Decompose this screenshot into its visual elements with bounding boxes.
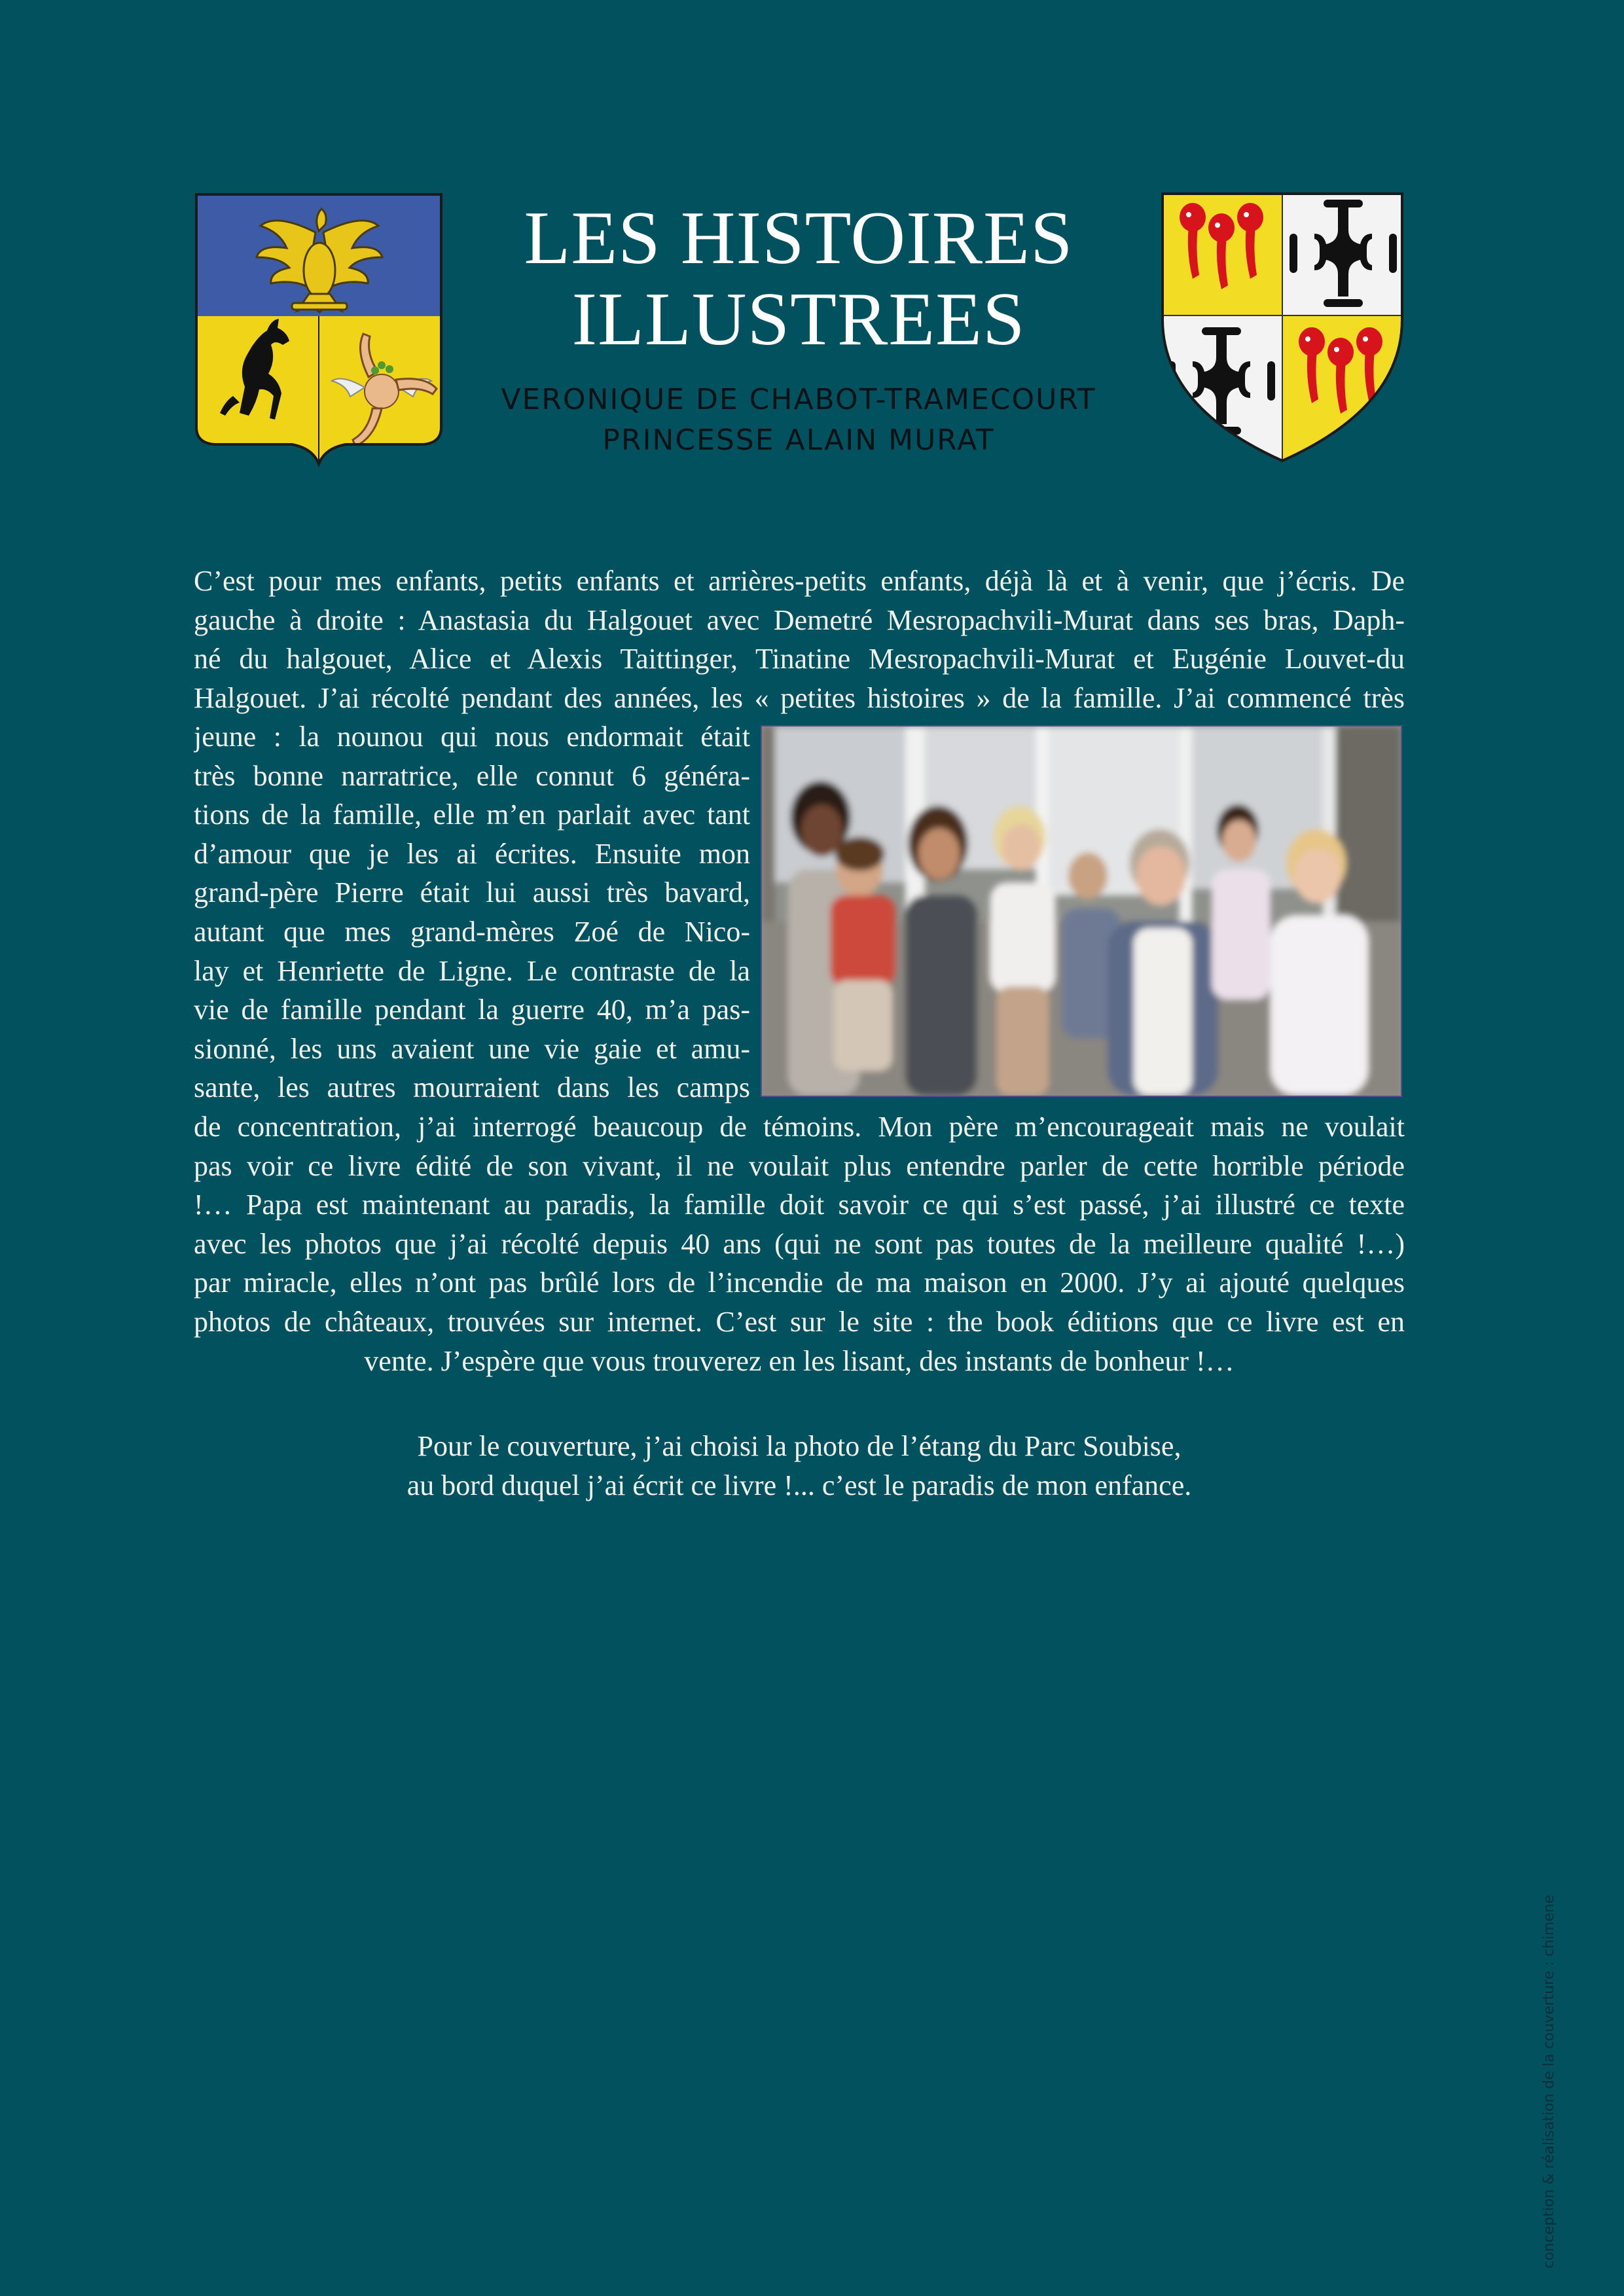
text-line: sionné, les uns avaient une vie gaie et amu-: [194, 1032, 750, 1065]
text-line: avec les photos que j’ai récolté depuis 40 ans (qui ne sont pas toutes de la meilleure qualité !…): [194, 1227, 1405, 1260]
author-title: PRINCESSE ALAIN MURAT: [602, 423, 995, 457]
text-line: d’amour que je les ai écrites. Ensuite mon: [194, 837, 750, 870]
text-line: né du halgouet, Alice et Alexis Taittinger, Tinatine Mesropachvili-Murat et Eugénie Louvet-du: [194, 643, 1405, 675]
text-line: de concentration, j’ai interrogé beaucoup de témoins. Mon père m’encourageait mais ne voulait: [194, 1111, 1405, 1143]
text-line: grand-père Pierre était lui aussi très bavard,: [194, 876, 750, 909]
family-photo: [761, 725, 1402, 1097]
text-line: vente. J’espère que vous trouverez en les lisant, des instants de bonheur !…: [364, 1344, 1235, 1377]
text-line: !… Papa est maintenant au paradis, la famille doit savoir ce qui s’est passé, j’ai illustré ce texte: [194, 1189, 1405, 1221]
cover-note-line-1: Pour le couverture, j’ai choisi la photo de l’étang du Parc Soubise,: [417, 1430, 1182, 1462]
intro-paragraph: [194, 562, 1405, 717]
text-line: par miracle, elles n’ont pas brûlé lors de l’incendie de ma maison en 2000. J’y ai ajouté quelques: [194, 1266, 1405, 1299]
text-line: sante, les autres mourraient dans les camps: [194, 1071, 750, 1104]
cover-credit: conception & réalisation de la couverture : chimene: [1541, 1894, 1557, 2269]
coat-of-arms-left-icon: [194, 192, 444, 467]
text-line: vie de famille pendant la guerre 40, m’a pas-: [194, 994, 750, 1026]
text-line: jeune : la nounou qui nous endormait était: [194, 721, 750, 753]
wrapped-paragraph: [194, 717, 750, 1107]
text-line: C’est pour mes enfants, petits enfants et arrières-petits enfants, déjà là et à venir, que j’écris. De: [194, 565, 1405, 597]
text-line: gauche à droite : Anastasia du Halgouet avec Demetré Mesropachvili-Murat dans ses bras, Daph-: [194, 603, 1405, 636]
cover-note-line-2: au bord duquel j’ai écrit ce livre !... c’est le paradis de mon enfance.: [406, 1469, 1192, 1501]
coat-of-arms-right-icon: [1160, 191, 1405, 463]
text-line: très bonne narratrice, elle connut 6 généra-: [194, 759, 750, 792]
text-line: lay et Henriette de Ligne. Le contraste de la: [194, 954, 750, 987]
book-title-line-1: LES HISTOIRES: [524, 196, 1074, 280]
text-line: autant que mes grand-mères Zoé de Nico-: [194, 915, 750, 948]
author-name: VERONIQUE DE CHABOT-TRAMECOURT: [501, 383, 1096, 416]
closing-paragraph: [194, 1107, 1405, 1380]
text-line: Halgouet. J’ai récolté pendant des années, les « petites histoires » de la famille. J’ai commencé très: [194, 681, 1405, 714]
text-line: pas voir ce livre édité de son vivant, il ne voulait plus entendre parler de cette horrible période: [194, 1149, 1405, 1182]
text-line: tions de la famille, elle m’en parlait avec tant: [194, 798, 750, 831]
book-title-line-2: ILLUSTREES: [571, 278, 1026, 361]
text-line: photos de châteaux, trouvées sur internet. C’est sur le site : the book éditions que ce livre est en: [194, 1305, 1405, 1338]
